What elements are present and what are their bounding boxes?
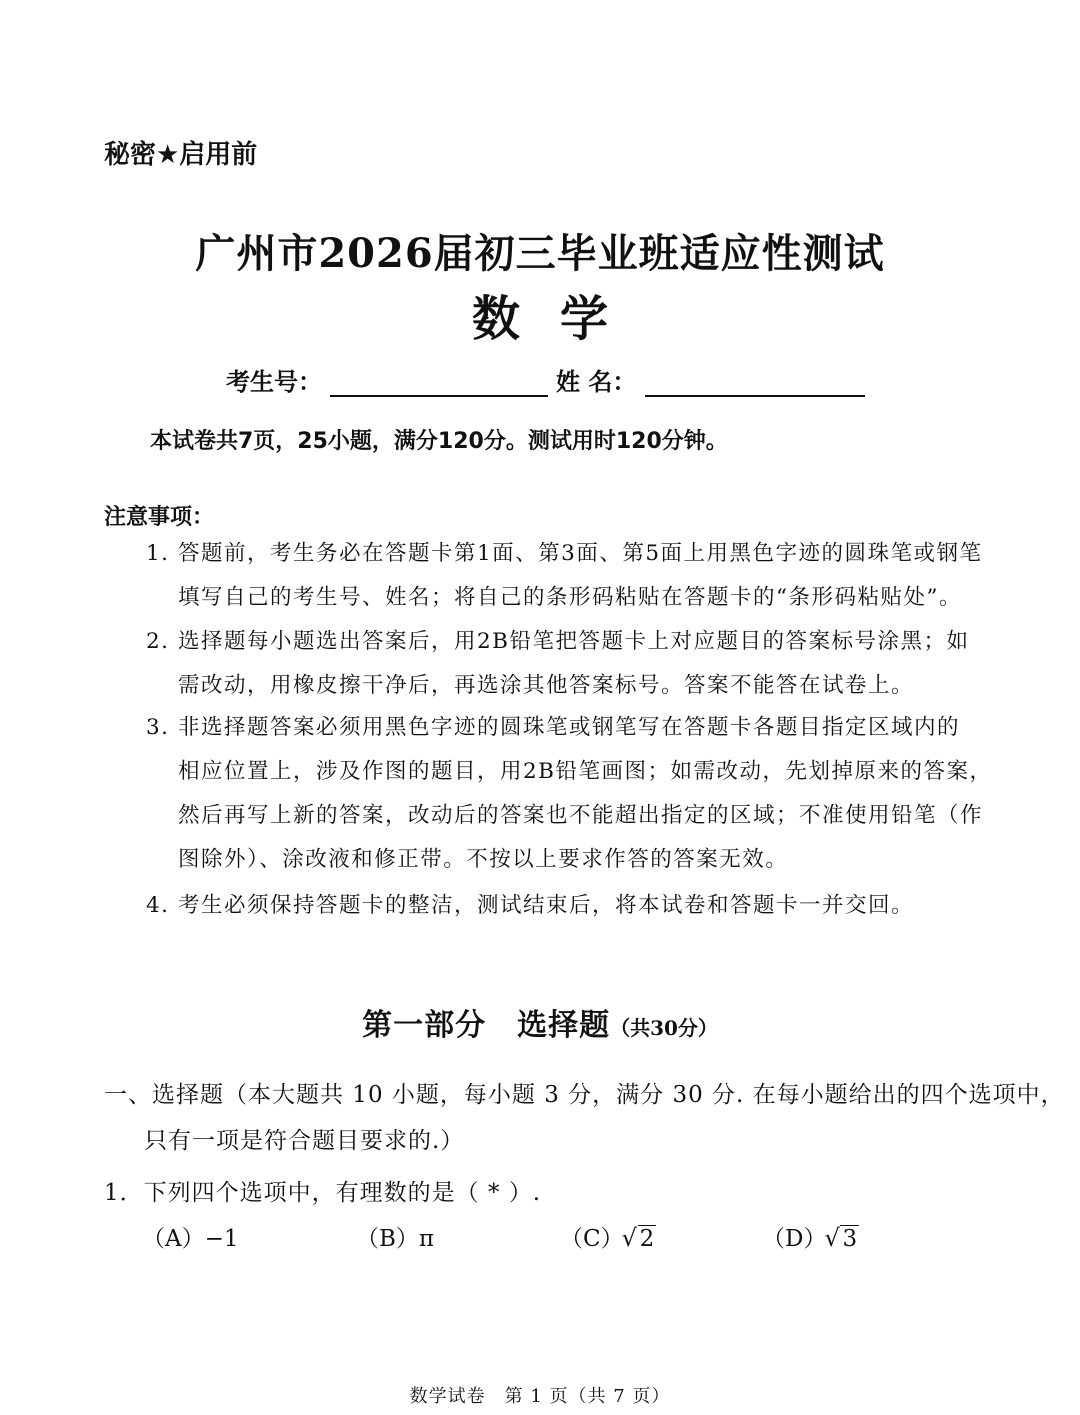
option-b-value: π xyxy=(418,1226,435,1252)
option-c-value: 2 xyxy=(639,1226,655,1252)
option-a xyxy=(142,1220,239,1253)
note-line: 填写自己的考生号、姓名；将自己的条形码粘贴在答题卡的“条形码粘贴处”。 xyxy=(178,585,962,610)
note-item xyxy=(146,532,983,620)
note-line: 需改动，用橡皮擦干净后，再选涂其他答案标号。答案不能答在试卷上。 xyxy=(178,673,915,698)
note-line: 答题前，考生务必在答题卡第1面、第3面、第5面上用黑色字迹的圆珠笔或钢笔 xyxy=(178,541,983,566)
note-number: 3. xyxy=(146,715,170,740)
note-item xyxy=(146,620,969,708)
note-item xyxy=(146,706,992,882)
note-line: 非选择题答案必须用黑色字迹的圆珠笔或钢笔写在答题卡各题目指定区域内的 xyxy=(178,715,961,740)
subject-title: 数学 xyxy=(471,291,648,347)
note-line: 图除外）、涂改液和修正带。不按以上要求作答的答案无效。 xyxy=(178,847,789,872)
section-heading xyxy=(104,1072,1065,1164)
confidential-label: 秘密★启用前 xyxy=(104,140,258,170)
note-number: 2. xyxy=(146,629,170,654)
candidate-id-field[interactable] xyxy=(330,367,548,397)
note-line: 相应位置上，涉及作图的题目，用2B铅笔画图；如需改动，先划掉原来的答案， xyxy=(178,759,993,784)
question-stem: 1．下列四个选项中，有理数的是（ * ）. xyxy=(104,1180,542,1206)
part-title xyxy=(0,1000,1080,1044)
candidate-name-label: 姓 名： xyxy=(556,368,637,396)
section-heading-line: 一、选择题（本大题共 10 小题，每小题 3 分，满分 30 分. 在每小题给出的四个选项中， xyxy=(104,1082,1065,1108)
note-item xyxy=(146,884,914,928)
option-b xyxy=(356,1220,434,1253)
notes-title: 注意事项： xyxy=(104,505,215,530)
note-line: 考生必须保持答题卡的整洁，测试结束后，将本试卷和答题卡一并交回。 xyxy=(178,893,915,918)
note-line: 然后再写上新的答案，改动后的答案也不能超出指定的区域；不准使用铅笔（作 xyxy=(178,803,984,828)
exam-title: 广州市2026届初三毕业班适应性测试 xyxy=(195,230,885,277)
option-a-label: （A） xyxy=(142,1226,205,1252)
option-d-label: （D） xyxy=(762,1226,827,1252)
part-score: （共30分） xyxy=(610,1016,718,1040)
note-number: 1. xyxy=(146,541,170,566)
note-number: 4. xyxy=(146,893,170,918)
exam-info: 本试卷共7页，25小题，满分120分。测试用时120分钟。 xyxy=(150,429,728,454)
candidate-id-row xyxy=(226,362,548,397)
option-a-value: −1 xyxy=(204,1226,239,1252)
page-footer: 数学试卷 第 1 页（共 7 页） xyxy=(409,1386,671,1407)
section-heading-line: 只有一项是符合题目要求的.） xyxy=(144,1128,465,1154)
option-c xyxy=(560,1220,656,1253)
note-line: 选择题每小题选出答案后，用2B铅笔把答题卡上对应题目的答案标号涂黑；如 xyxy=(178,629,970,654)
part-title-text: 第一部分 选择题 xyxy=(362,1008,611,1043)
sqrt-symbol xyxy=(826,1226,859,1252)
candidate-name-row xyxy=(556,362,865,397)
option-c-label: （C） xyxy=(560,1226,624,1252)
candidate-name-field[interactable] xyxy=(645,367,865,397)
option-d-value: 3 xyxy=(842,1226,858,1252)
option-b-label: （B） xyxy=(356,1226,419,1252)
sqrt-symbol xyxy=(624,1226,657,1252)
option-d xyxy=(762,1220,859,1253)
candidate-id-label: 考生号： xyxy=(226,368,322,396)
